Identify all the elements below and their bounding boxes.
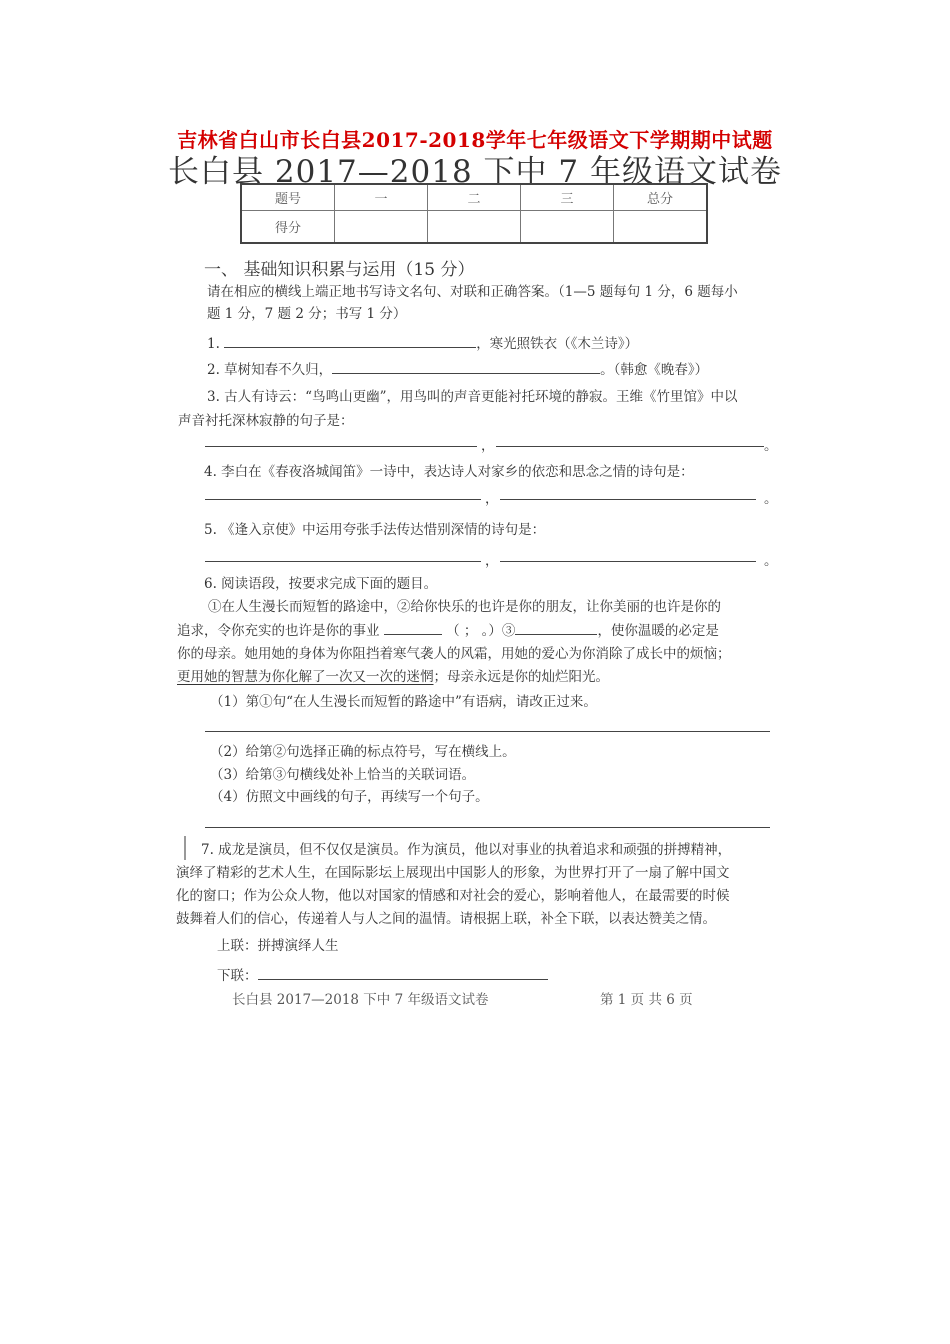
answer-blank[interactable] xyxy=(515,634,597,635)
answer-blank[interactable] xyxy=(332,373,600,374)
question-text: 2. 草树知春不久归， xyxy=(207,362,333,378)
upper-couplet: 上联：拼搏演绎人生 xyxy=(217,938,339,954)
exam-title: 长白县 2017—2018 下中 7 年级语文试卷 xyxy=(168,154,782,190)
table-cell: 总分 xyxy=(614,184,708,211)
question-4: 4. 李白在《春夜洛城闻笛》一诗中，表达诗人对家乡的依恋和思念之情的诗句是： xyxy=(204,464,694,480)
answer-blank[interactable] xyxy=(205,827,770,828)
table-cell: 二 xyxy=(428,184,521,211)
answer-blank[interactable] xyxy=(205,499,481,500)
footer-exam-name: 长白县 2017—2018 下中 7 年级语文试卷 xyxy=(232,992,489,1008)
answer-blank[interactable] xyxy=(384,634,442,635)
answer-blank[interactable] xyxy=(496,446,764,447)
lower-couplet: 下联： xyxy=(217,964,548,984)
sub-question-1: （1）第①句“在人生漫长而短暂的路途中”有语病，请改正过来。 xyxy=(210,694,597,710)
sub-question-2: （2）给第②句选择正确的标点符号，写在横线上。 xyxy=(210,744,516,760)
question-1 xyxy=(207,332,638,352)
table-cell xyxy=(521,211,614,244)
answer-blank[interactable] xyxy=(205,446,477,447)
section-heading: 一、 基础知识积累与运用（15 分） xyxy=(204,260,475,280)
sub-question-3: （3）给第③句横线处补上恰当的关联词语。 xyxy=(210,767,476,783)
question-7-line: 鼓舞着人们的信心，传递着人与人之间的温情。请根据上联，补全下联，以表达赞美之情。 xyxy=(176,911,716,927)
answer-blank[interactable] xyxy=(500,561,756,562)
table-cell: 三 xyxy=(521,184,614,211)
answer-blank[interactable] xyxy=(500,499,756,500)
question-number: 1. xyxy=(207,336,220,352)
passage-line: 更用她的智慧为你化解了一次又一次的迷惘；母亲永远是你的灿烂阳光。 xyxy=(177,669,609,685)
underlined-sentence: 更用她的智慧为你化解了一次又一次的迷惘 xyxy=(177,669,434,685)
question-6-title: 6. 阅读语段，按要求完成下面的题目。 xyxy=(204,576,438,592)
table-cell xyxy=(335,211,428,244)
instruction-text: 请在相应的横线上端正地书写诗文名句、对联和正确答案。（1—5 题每句 1 分，6 题每小 xyxy=(207,284,738,300)
table-row xyxy=(241,211,707,244)
table-cell: 一 xyxy=(335,184,428,211)
table-cell: 得分 xyxy=(241,211,335,244)
question-5: 5. 《逢入京使》中运用夸张手法传达惜别深情的诗句是： xyxy=(204,522,546,538)
answer-blank[interactable] xyxy=(205,731,770,732)
instruction-text: 题 1 分，7 题 2 分；书写 1 分） xyxy=(207,306,407,322)
question-2 xyxy=(207,358,708,378)
table-row xyxy=(241,184,707,211)
question-7-line: 7. 成龙是演员，但不仅仅是演员。作为演员，他以对事业的执着追求和顽强的拼搏精神， xyxy=(201,842,732,858)
question-3-line: 声音衬托深林寂静的句子是： xyxy=(178,413,354,429)
table-cell xyxy=(428,211,521,244)
question-7-line: 演绎了精彩的艺术人生，在国际影坛上展现出中国影人的形象，为世界打开了一扇了解中国文 xyxy=(176,865,730,881)
document-title: 吉林省白山市长白县2017-2018学年七年级语文下学期期中试题 xyxy=(177,128,773,152)
question-3-line: 3. 古人有诗云：“鸟鸣山更幽”，用鸟叫的声音更能衬托环境的静寂。王维《竹里馆》中以 xyxy=(207,389,738,405)
passage-line: 追求，令你充实的也许是你的事业 （ ； 。）③ ，使你温暖的必定是 xyxy=(177,623,719,639)
answer-blank[interactable] xyxy=(205,561,481,562)
question-7-line: 化的窗口；作为公众人物，他以对国家的情感和对社会的爱心，影响着他人，在最需要的时候 xyxy=(176,888,730,904)
answer-blank[interactable] xyxy=(224,347,476,348)
passage-line: ①在人生漫长而短暂的路途中，②给你快乐的也许是你的朋友，让你美丽的也许是你的 xyxy=(208,599,721,615)
passage-line: 你的母亲。她用她的身体为你阻挡着寒气袭人的风霜，用她的爱心为你消除了成长中的烦恼； xyxy=(177,646,731,662)
sub-question-4: （4）仿照文中画线的句子，再续写一个句子。 xyxy=(210,789,489,805)
scan-mark xyxy=(184,836,186,860)
table-cell: 题号 xyxy=(241,184,335,211)
question-text: 。（韩愈《晚春》） xyxy=(600,362,709,378)
page-number: 第 1 页 共 6 页 xyxy=(600,992,693,1008)
table-cell xyxy=(614,211,708,244)
question-text: ，寒光照铁衣（《木兰诗》） xyxy=(476,336,639,352)
answer-blank[interactable] xyxy=(258,979,548,980)
score-table xyxy=(240,183,708,244)
